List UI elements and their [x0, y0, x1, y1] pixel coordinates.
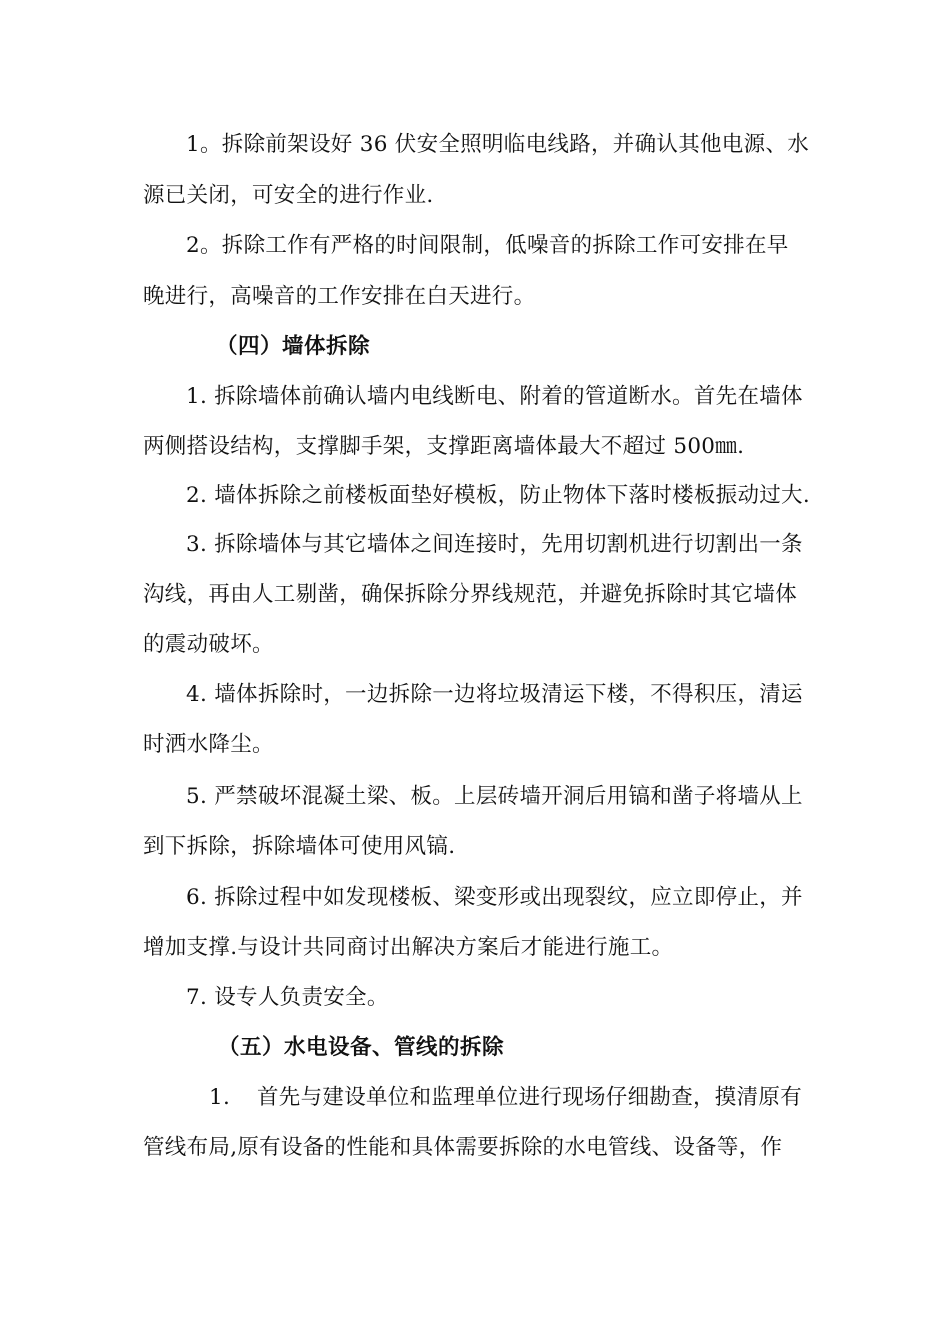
wall-item-3-line-1: 3. 拆除墙体与其它墙体之间连接时，先用切割机进行切割出一条 [186, 532, 803, 557]
wall-item-3-line-2: 沟线，再由人工剔凿，确保拆除分界线规范，并避免拆除时其它墙体 [143, 582, 798, 607]
wall-item-6-line-1: 6. 拆除过程中如发现楼板、梁变形或出现裂纹，应立即停止，并 [186, 885, 803, 910]
wall-item-2-line-1: 2. 墙体拆除之前楼板面垫好模板，防止物体下落时楼板振动过大. [186, 483, 810, 508]
paragraph-1-line-1: 1。拆除前架设好 36 伏安全照明临电线路，并确认其他电源、水 [186, 132, 810, 157]
wall-item-1-line-2: 两侧搭设结构，支撑脚手架，支撑距离墙体最大不超过 500㎜. [143, 434, 745, 459]
paragraph-2-line-1: 2。拆除工作有严格的时间限制，低噪音的拆除工作可安排在早 [186, 233, 789, 258]
utility-item-1-number: 1. [209, 1085, 231, 1110]
paragraph-2-line-2: 晚进行，高噪音的工作安排在白天进行。 [143, 284, 536, 309]
paragraph-1-line-2: 源已关闭，可安全的进行作业. [143, 183, 434, 208]
wall-item-1-line-1: 1. 拆除墙体前确认墙内电线断电、附着的管道断水。首先在墙体 [186, 384, 803, 409]
wall-item-5-line-1: 5. 严禁破坏混凝土梁、板。上层砖墙开洞后用镐和凿子将墙从上 [186, 784, 803, 809]
wall-item-4-line-1: 4. 墙体拆除时，一边拆除一边将垃圾清运下楼，不得积压，清运 [186, 682, 803, 707]
wall-item-5-line-2: 到下拆除，拆除墙体可使用风镐. [143, 834, 456, 859]
utility-item-1-line-1: 首先与建设单位和监理单位进行现场仔细勘查，摸清原有 [257, 1085, 803, 1110]
section-5-heading: （五）水电设备、管线的拆除 [218, 1035, 505, 1060]
wall-item-4-line-2: 时洒水降尘。 [143, 732, 274, 757]
utility-item-1-line-2: 管线布局,原有设备的性能和具体需要拆除的水电管线、设备等，作 [143, 1135, 783, 1160]
wall-item-7-line-1: 7. 设专人负责安全。 [186, 985, 389, 1010]
wall-item-3-line-3: 的震动破坏。 [143, 632, 274, 657]
section-4-heading: （四）墙体拆除 [216, 334, 371, 359]
wall-item-6-line-2: 增加支撑.与设计共同商讨出解决方案后才能进行施工。 [143, 935, 674, 960]
